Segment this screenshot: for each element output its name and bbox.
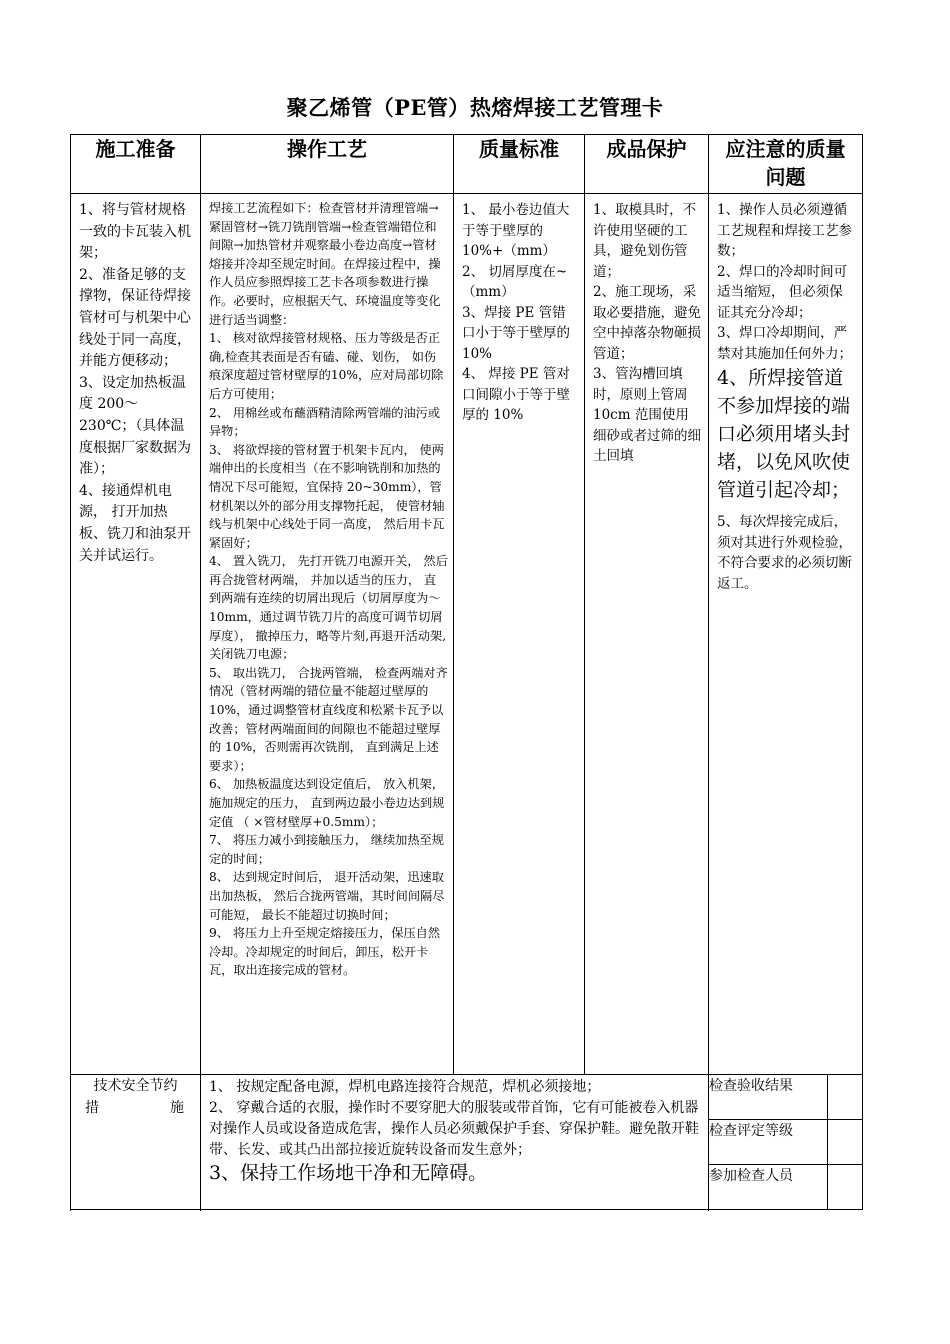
- body-row: [71, 194, 863, 1075]
- header-issues: 应注意的质量问题: [709, 135, 863, 194]
- process-step: 1、 核对欲焊接管材规格、压力等级是否正确,检查其表面是否有磕、碰、划伤， 如伤痕深度超过管材壁厚的10%，应对局部切除后方可使用；: [209, 331, 444, 401]
- safety-item: 1、 按规定配备电源，焊机电路连接符合规范，焊机必须接地；: [209, 1079, 601, 1095]
- safety-label-char: 施: [170, 1100, 184, 1116]
- header-protect: 成品保护: [585, 135, 709, 194]
- issue-item: 2、焊口的冷却时间可适当缩短， 但必须保证其充分冷却；: [717, 263, 848, 321]
- prep-item: 1、将与管材规格一致的卡瓦装入机架；: [79, 202, 191, 262]
- safety-label-char: 措: [85, 1100, 99, 1116]
- quality-item: 1、 最小卷边值大于等于壁厚的 10%+（mm）: [462, 202, 570, 259]
- process-step: 8、 达到规定时间后， 退开活动架，迅速取出加热板， 然后合拢两管端，其时间间隔尽可能短， 最长不能超过切换时间；: [209, 870, 445, 922]
- check-block: [709, 1075, 863, 1210]
- quality-item: 4、 焊接 PE 管对口间隙小于等于壁厚的 10%: [462, 366, 570, 423]
- safety-label-line1: 技术安全节约: [93, 1078, 178, 1094]
- safety-item: 3、保持工作场地干净和无障碍。: [209, 1162, 488, 1184]
- quality-cell: [454, 194, 585, 1075]
- issues-cell: [709, 194, 863, 1075]
- check-personnel-value[interactable]: [827, 1165, 862, 1210]
- process-step: 6、 加热板温度达到设定值后， 放入机架，施加规定的压力， 直到两边最小卷边达到规定值 （ ×管材壁厚+0.5mm）；: [209, 777, 445, 829]
- process-step: 7、 将压力减小到接触压力， 继续加热至规定的时间；: [209, 833, 444, 866]
- check-result-label: 检查验收结果: [709, 1075, 827, 1120]
- check-personnel-label: 参加检查人员: [709, 1165, 827, 1210]
- protect-item: 3、管沟槽回填时，原则上管周 10cm 范围使用细砂或者过筛的细土回填: [593, 366, 701, 464]
- header-process: 操作工艺: [201, 135, 454, 194]
- process-step: 2、 用棉丝或布蘸酒精清除两管端的油污或异物；: [209, 405, 441, 439]
- header-row: [71, 135, 863, 194]
- process-card-table: [70, 134, 863, 1210]
- issue-item: 3、焊口冷却期间，严禁对其施加任何外力；: [717, 325, 852, 362]
- header-quality: 质量标准: [454, 135, 585, 194]
- header-prep: 施工准备: [71, 135, 201, 194]
- safety-cell: [201, 1075, 709, 1210]
- prep-cell: [71, 194, 201, 1075]
- safety-label-cell: [71, 1075, 201, 1210]
- prep-item: 2、准备足够的支撑物，保证待焊接管材可与机架中心线处于同一高度，并能方便移动；: [79, 266, 191, 370]
- safety-item: 2、 穿戴合适的衣服，操作时不要穿肥大的服装或带首饰，它有可能被卷入机器对操作人员或设备造成危害，操作人员必须戴保护手套、穿保护鞋。避免散开鞋带、长发、或其凸出部拉接近旋转设备而发生意外；: [209, 1100, 699, 1158]
- footer-row-1: [71, 1075, 863, 1210]
- process-intro: 焊接工艺流程如下：检查管材并清理管端→紧固管材→铣刀铣削管端→检查管端错位和间隙→加热管材并观察最小卷边高度→管材熔接并冷却至规定时间。在焊接过程中，操作人员应参照焊接工艺卡各项参数进行操作。必要时，应根据天气、环境温度等变化进行适当调整：: [209, 201, 441, 327]
- protect-cell: [585, 194, 709, 1075]
- issue-item: 1、操作人员必须遵循工艺规程和焊接工艺参数；: [717, 202, 852, 259]
- protect-item: 2、施工现场，采取必要措施，避免空中掉落杂物砸损管道；: [593, 284, 701, 362]
- page-title: 聚乙烯管（PE管）热熔焊接工艺管理卡: [286, 95, 664, 120]
- protect-item: 1、取模具时，不许使用坚硬的工具，避免划伤管道；: [593, 202, 697, 280]
- process-step: 3、 将欲焊接的管材置于机架卡瓦内， 使两端伸出的长度相当（在不影响铣削和加热的情况下尽可能短，宜保持 20~30mm），管材机架以外的部分用支撑物托起， 使管材轴线与机架中心线处于同一高度， 然后用卡瓦紧固好；: [209, 442, 445, 550]
- prep-item: 4、接通焊机电源， 打开加热板、铣刀和油泵开关并试运行。: [79, 482, 191, 564]
- prep-item: 3、设定加热板温度 200～230℃；（具体温度根据厂家数据为准）；: [79, 374, 191, 478]
- quality-item: 3、焊接 PE 管错口小于等于壁厚的 10%: [462, 304, 570, 362]
- issue-item: 4、所焊接管道不参加焊接的端口必须用堵头封堵，以免风吹使管道引起冷却；: [717, 367, 851, 501]
- process-cell: [201, 194, 454, 1075]
- process-step: 9、 将压力上升至规定熔接压力，保压自然冷却。冷却规定的时间后，卸压，松开卡瓦，取出连接完成的管材。: [209, 926, 441, 978]
- check-grade-value[interactable]: [827, 1120, 862, 1165]
- process-step: 5、 取出铣刀， 合拢两管端， 检查两端对齐情况（管材两端的错位量不能超过壁厚的 10%，通过调整管材直线度和松紧卡瓦予以改善；管材两端面间的间隙也不能超过壁厚的 10%，否则需再次铣削， 直到满足上述要求）；: [209, 665, 448, 773]
- process-step: 4、 置入铣刀， 先打开铣刀电源开关， 然后再合拢管材两端， 并加以适当的压力， 直到两端有连续的切屑出现后（切屑厚度为～10mm，通过调节铣刀片的高度可调节切屑厚度）， 撤掉压力，略等片刻,再退开活动架,关闭铣刀电源；: [209, 554, 448, 662]
- check-result-value[interactable]: [827, 1075, 862, 1120]
- check-grade-label: 检查评定等级: [709, 1120, 827, 1165]
- issue-item: 5、每次焊接完成后， 须对其进行外观检验， 不符合要求的必须切断返工。: [717, 514, 852, 592]
- quality-item: 2、 切屑厚度在~（mm）: [462, 263, 568, 300]
